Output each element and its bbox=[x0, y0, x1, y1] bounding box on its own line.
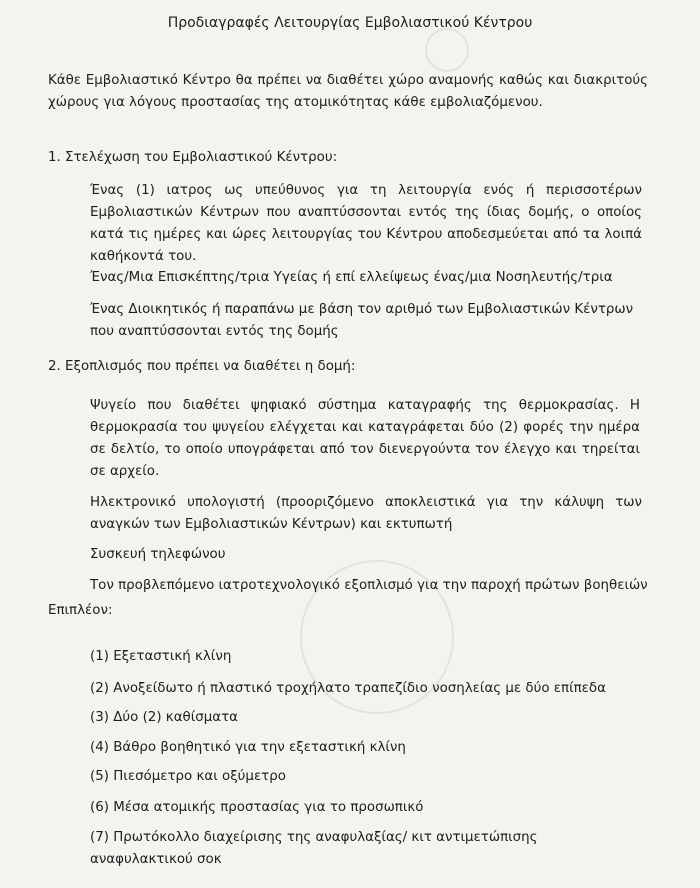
section1-item: Ένας/Μια Επισκέπτης/τρια Υγείας ή επί ελλείψεως ένας/μια Νοσηλευτής/τρια bbox=[90, 270, 613, 285]
page-title: Προδιαγραφές Λειτουργίας Εμβολιαστικού Κέντρου bbox=[167, 15, 533, 31]
section1-item: Ένας (1) ιατρος ως υπεύθυνος για τη λειτουργία ενός ή περισσοτέρων Εμβολιαστικών Κέντρων που αναπτύσσονται εντός της ίδιας δομής, ο οποίος κατά τις ημέρες και ώρες λειτουργίας του Κέντρου αποδεσμεύεται από τα λοιπά καθήκοντά του. bbox=[90, 183, 642, 264]
section2-item: Τον προβλεπόμενο ιατροτεχνολογικό εξοπλισμό για την παροχή πρώτων βοηθειών bbox=[90, 578, 648, 593]
section2-heading: 2. Εξοπλισμός που πρέπει να διαθέτει η δομή: bbox=[48, 359, 356, 374]
additional-item: (1) Εξεταστική κλίνη bbox=[90, 649, 232, 664]
section2-item: Ηλεκτρονικό υπολογιστή (προοριζόμενο αποκλειστικά για την κάλυψη των αναγκών των Εμβολιαστικών Κέντρων) και εκτυπωτή bbox=[90, 495, 642, 532]
section1-item: Ένας Διοικητικός ή παραπάνω με βάση τον αριθμό των Εμβολιαστικών Κέντρων που αναπτύσσονται εντός της δομής bbox=[90, 302, 634, 339]
additional-item: (5) Πιεσόμετρο και οξύμετρο bbox=[90, 769, 286, 784]
additional-item: (7) Πρωτόκολλο διαχείρισης της αναφυλαξίας/ κιτ αντιμετώπισης αναφυλακτικού σοκ bbox=[90, 830, 538, 867]
section2-item: Ψυγείο που διαθέτει ψηφιακό σύστημα καταγραφής της θερμοκρασίας. Η θερμοκρασία του ψυγείου ελέγχεται και καταγράφεται δύο (2) φορές την ημέρα σε δελτίο, το οποίο υπογράφεται από τον διενεργούντα τον έλεγχο και τηρείται σε αρχείο. bbox=[90, 398, 640, 479]
additional-item: (6) Μέσα ατομικής προστασίας για το προσωπικό bbox=[90, 800, 424, 815]
additional-item: (2) Ανοξείδωτο ή πλαστικό τροχήλατο τραπεζίδιο νοσηλείας με δύο επίπεδα bbox=[90, 681, 606, 696]
additional-heading: Επιπλέον: bbox=[48, 603, 113, 618]
section1-heading: 1. Στελέχωση του Εμβολιαστικού Κέντρου: bbox=[48, 150, 338, 165]
additional-item: (4) Βάθρο βοηθητικό για την εξεταστική κλίνη bbox=[90, 740, 406, 755]
section2-item: Συσκευή τηλεφώνου bbox=[90, 547, 226, 562]
intro-paragraph: Κάθε Εμβολιαστικό Κέντρο θα πρέπει να διαθέτει χώρο αναμονής καθώς και διακριτούς χώρους για λόγους προστασίας της ατομικότητας κάθε εμβολιαζόμενου. bbox=[48, 73, 648, 110]
additional-item: (3) Δύο (2) καθίσματα bbox=[90, 710, 238, 725]
